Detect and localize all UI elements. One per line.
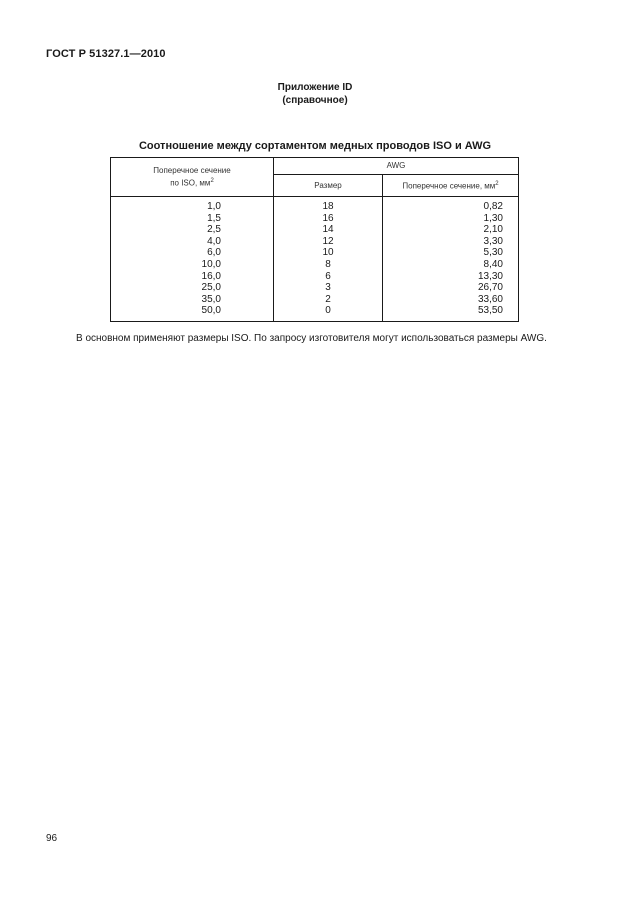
appendix-subtitle: (справочное) — [282, 95, 348, 106]
table-body-row — [111, 197, 519, 322]
header-iso-line1: Поперечное сечение — [153, 166, 231, 176]
awg-size-value: 2 — [325, 293, 331, 305]
awg-size-value: 16 — [322, 212, 334, 224]
awg-cross-value: 26,70 — [477, 282, 503, 294]
awg-cross-value: 1,30 — [483, 212, 503, 224]
awg-size-value: 12 — [322, 235, 334, 247]
header-cross-label: Поперечное сечение, мм — [402, 181, 496, 191]
awg-cross-value: 5,30 — [483, 247, 503, 259]
iso-values-column — [111, 197, 274, 322]
awg-cross-value: 2,10 — [483, 224, 503, 236]
header-iso-sup: 2 — [210, 178, 214, 185]
awg-cross-value: 53,50 — [477, 305, 503, 317]
appendix-heading — [0, 81, 630, 107]
awg-cross-value: 13,30 — [477, 270, 503, 282]
document-standard-header: ГОСТ Р 51327.1—2010 — [46, 48, 166, 60]
awg-size-value: 8 — [325, 258, 331, 270]
iso-value: 1,0 — [207, 201, 221, 212]
iso-value: 16,0 — [201, 270, 221, 282]
awg-size-value: 3 — [325, 282, 331, 294]
awg-size-value: 14 — [322, 224, 334, 236]
table-title: Соотношение между сортаментом медных проводов ISO и AWG — [138, 140, 492, 152]
iso-value: 50,0 — [201, 305, 221, 317]
iso-value: 35,0 — [201, 293, 221, 305]
iso-value: 4,0 — [207, 235, 221, 247]
iso-value: 2,5 — [207, 224, 221, 236]
awg-size-value: 6 — [325, 270, 331, 282]
awg-size-value: 0 — [325, 305, 331, 317]
size-values-column — [274, 197, 383, 322]
awg-cross-value: 3,30 — [483, 235, 503, 247]
iso-value: 6,0 — [207, 247, 221, 259]
header-size: Размер — [274, 174, 383, 196]
header-awg-cross-section — [383, 174, 519, 196]
iso-value: 1,5 — [207, 212, 221, 224]
awg-size-value: 18 — [322, 201, 334, 212]
header-awg: AWG — [274, 158, 519, 175]
awg-cross-value: 8,40 — [483, 258, 503, 270]
appendix-title: Приложение ID — [277, 82, 353, 93]
awg-size-value: 10 — [322, 247, 334, 259]
wire-size-table — [110, 157, 519, 322]
usage-note: В основном применяют размеры ISO. По запросу изготовителя могут использоваться размеры AWG. — [76, 333, 547, 344]
iso-value: 10,0 — [201, 258, 221, 270]
iso-value: 25,0 — [201, 282, 221, 294]
header-cross-sup: 2 — [495, 180, 499, 187]
page-number: 96 — [46, 833, 58, 844]
cross-values-column — [383, 197, 519, 322]
awg-cross-value: 0,82 — [483, 201, 503, 212]
awg-cross-value: 33,60 — [477, 293, 503, 305]
header-iso-line2: по ISO, мм — [170, 178, 211, 188]
header-iso-cross-section — [111, 158, 274, 197]
